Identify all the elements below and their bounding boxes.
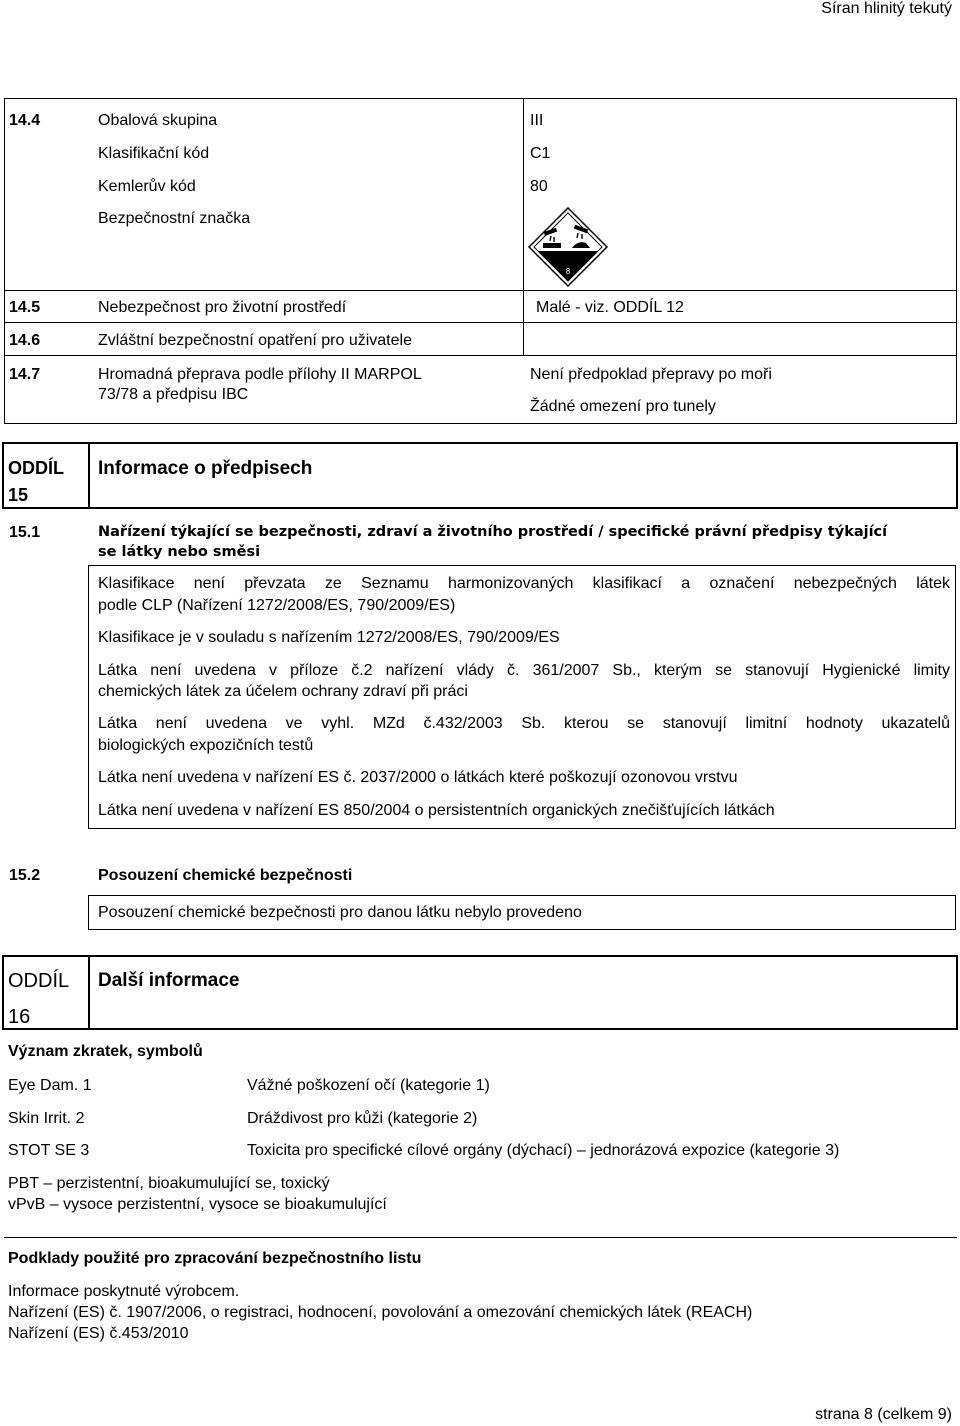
sources-heading: Podklady použité pro zpracování bezpečnostního listu <box>8 1250 422 1267</box>
section-14-5-number: 14.5 <box>9 299 41 316</box>
section-15-1-number: 15.1 <box>9 524 41 541</box>
bulk-transport-label: 73/78 a předpisu IBC <box>98 386 249 403</box>
section-16-oddil: ODDÍL <box>8 970 70 992</box>
source-item: Informace poskytnuté výrobcem. <box>8 1283 240 1300</box>
classification-code-label: Klasifikační kód <box>98 145 210 162</box>
abbreviation-meaning: Toxicita pro specifické cílové orgány (dýchací) – jednorázová expozice (kategorie 3) <box>247 1142 840 1159</box>
section-15-oddil: ODDÍL <box>8 458 64 478</box>
abbreviation-meaning: Vážné poškození očí (kategorie 1) <box>247 1077 490 1094</box>
section-14-6-number: 14.6 <box>9 332 41 349</box>
section-14-divider <box>523 98 524 355</box>
regulation-paragraph: Klasifikace je v souladu s nařízením 1272/2008/ES, 790/2009/ES <box>98 629 560 646</box>
classification-code-value: C1 <box>530 145 551 162</box>
section-15-2-heading: Posouzení chemické bezpečnosti <box>98 867 353 884</box>
abbreviation-code: STOT SE 3 <box>8 1142 90 1159</box>
vpvb-definition: vPvB – vysoce perzistentní, vysoce se bioakumulující <box>8 1196 387 1213</box>
section-15-1-heading: se látky nebo směsi <box>98 544 261 560</box>
section-15-title: Informace o předpisech <box>98 458 313 479</box>
regulation-paragraph: Látka není uvedena v příloze č.2 nařízení vlády č. 361/2007 Sb., kterým se stanovují Hygienické limity <box>98 662 950 679</box>
tunnel-restriction-value: Žádné omezení pro tunely <box>530 398 716 415</box>
pbt-definition: PBT – perzistentní, bioakumulující se, toxický <box>8 1175 330 1192</box>
kemler-code-label: Kemlerův kód <box>98 178 196 195</box>
page-number: strana 8 (celkem 9) <box>815 1406 952 1423</box>
section-15-header-divider <box>88 442 90 509</box>
section-16-header-box <box>2 955 958 1030</box>
regulation-paragraph: podle CLP (Nařízení 1272/2008/ES, 790/2009/ES) <box>98 597 456 614</box>
section-14-divider <box>4 355 957 356</box>
abbreviation-code: Eye Dam. 1 <box>8 1077 92 1094</box>
section-16-number: 16 <box>8 1006 31 1028</box>
regulation-paragraph: chemických látek za účelem ochrany zdraví při práci <box>98 683 468 700</box>
regulation-paragraph: biologických expozičních testů <box>98 737 314 754</box>
packing-group-label: Obalová skupina <box>98 112 218 129</box>
sources-separator <box>4 1237 957 1238</box>
abbreviation-code: Skin Irrit. 2 <box>8 1110 85 1127</box>
pictogram-number: 8 <box>565 267 571 276</box>
section-15-number: 15 <box>8 485 29 505</box>
bulk-transport-label: Hromadná přeprava podle přílohy II MARPOL <box>98 366 422 383</box>
regulation-paragraph: Klasifikace není převzata ze Seznamu harmonizovaných klasifikací a označení nebezpečných látek <box>98 575 950 592</box>
abbreviations-heading: Význam zkratek, symbolů <box>8 1043 203 1060</box>
section-16-header-divider <box>88 955 90 1030</box>
section-15-2-number: 15.2 <box>9 867 41 884</box>
chemical-safety-assessment-text: Posouzení chemické bezpečnosti pro danou látku nebylo provedeno <box>98 904 582 921</box>
safety-sign-label: Bezpečnostní značka <box>98 210 251 227</box>
source-item: Nařízení (ES) č.453/2010 <box>8 1325 189 1342</box>
environmental-hazard-label: Nebezpečnost pro životní prostředí <box>98 299 347 316</box>
regulation-paragraph: Látka není uvedena v nařízení ES 850/2004 o persistentních organických znečišťujících látkách <box>98 802 775 819</box>
regulation-paragraph: Látka není uvedena v nařízení ES č. 2037/2000 o látkách které poškozují ozonovou vrstvu <box>98 769 738 786</box>
regulation-paragraph: Látka není uvedena ve vyhl. MZd č.432/2003 Sb. kterou se stanovují limitní hodnoty ukazatelů <box>98 715 950 732</box>
section-14-divider <box>4 290 957 291</box>
source-item: Nařízení (ES) č. 1907/2006, o registraci, hodnocení, povolování a omezování chemických látek (REACH) <box>8 1304 753 1321</box>
kemler-code-value: 80 <box>530 178 548 195</box>
corrosive-hazard-icon <box>528 207 608 287</box>
section-16-title: Další informace <box>98 970 240 991</box>
abbreviation-meaning: Dráždivost pro kůži (kategorie 2) <box>247 1110 478 1127</box>
packing-group-value: III <box>530 112 544 129</box>
environmental-hazard-value: Malé - viz. ODDÍL 12 <box>536 299 684 316</box>
section-14-4-number: 14.4 <box>9 112 41 129</box>
section-14-7-number: 14.7 <box>9 366 41 383</box>
section-14-divider <box>4 322 957 323</box>
sea-transport-value: Není předpoklad přepravy po moři <box>530 366 772 383</box>
document-title: Síran hlinitý tekutý <box>821 0 952 17</box>
section-15-1-heading: Nařízení týkající se bezpečnosti, zdraví a životního prostředí / specifické právní předpisy týkající <box>98 524 888 540</box>
user-precautions-label: Zvláštní bezpečnostní opatření pro uživatele <box>98 332 412 349</box>
